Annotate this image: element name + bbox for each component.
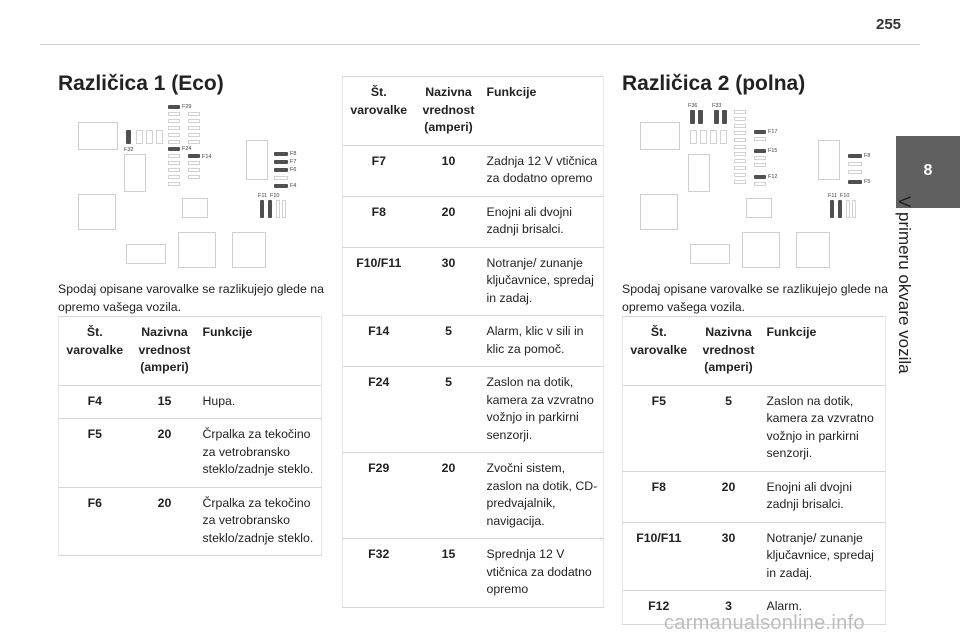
fuse-function: Zvočni sistem, zaslon na dotik, CD-predvajalnik, navigacija. [483, 453, 604, 539]
fuse-label: F12 [768, 174, 778, 180]
fuse-function: Notranje/ zunanje ključavnice, spredaj in zadaj. [483, 247, 604, 316]
header-rating: Nazivna vrednost (amperi) [695, 317, 763, 386]
fuse-number: F8 [623, 471, 695, 522]
fuse-label: F6 [290, 167, 297, 173]
fuse-function: Črpalka za tekočino za vetrobransko steklo/zadnje steklo. [199, 419, 322, 488]
fuse-label: F15 [768, 148, 778, 154]
fuse-function: Hupa. [199, 385, 322, 419]
fuse-table-variant2 [622, 316, 886, 625]
page-number: 255 [876, 16, 902, 33]
variant1-title: Različica 1 (Eco) [58, 72, 224, 95]
fuse-number: F6 [59, 487, 131, 556]
header-number: Št. varovalke [59, 317, 131, 386]
fuse-number: F10/F11 [623, 522, 695, 591]
fuse-number: F5 [59, 419, 131, 488]
table-row [59, 419, 322, 488]
fuse-table-variant1-part1 [58, 316, 322, 556]
fuse-function: Enojni ali dvojni zadnji brisalci. [763, 471, 886, 522]
fuse-amps: 15 [131, 385, 199, 419]
fuse-label: F33 [712, 103, 722, 109]
fuse-amps: 5 [695, 385, 763, 471]
fuse-label: F4 [290, 183, 297, 189]
watermark: carmanualsonline.info [664, 612, 865, 634]
fuse-label: F14 [202, 154, 212, 160]
header-function: Funkcije [483, 77, 604, 146]
fuse-amps: 20 [131, 487, 199, 556]
table-row [623, 522, 886, 591]
fuse-amps: 30 [695, 522, 763, 591]
fuse-box-diagram-variant1 [70, 100, 310, 270]
fuse-number: F10/F11 [343, 247, 415, 316]
table-row [343, 196, 604, 247]
fuse-amps: 20 [131, 419, 199, 488]
fuse-label: F8 [864, 153, 871, 159]
header-rating: Nazivna vrednost (amperi) [415, 77, 483, 146]
fuse-table-variant1-part2 [342, 76, 604, 608]
fuse-number: F14 [343, 316, 415, 367]
fuse-function: Zaslon na dotik, kamera za vzvratno vožnjo in parkirni senzorji. [763, 385, 886, 471]
table-row [343, 539, 604, 608]
header-number: Št. varovalke [343, 77, 415, 146]
fuse-function: Zadnja 12 V vtičnica za dodatno opremo [483, 145, 604, 196]
fuse-amps: 20 [695, 471, 763, 522]
fuse-label: F17 [768, 129, 778, 135]
table-row [343, 367, 604, 453]
fuse-function: Črpalka za tekočino za vetrobransko steklo/zadnje steklo. [199, 487, 322, 556]
fuse-label: F10 [270, 193, 280, 199]
table-row [343, 247, 604, 316]
fuse-amps: 5 [415, 367, 483, 453]
table-row [343, 316, 604, 367]
fuse-label: F24 [182, 146, 192, 152]
fuse-number: F32 [343, 539, 415, 608]
chapter-title: V primeru okvare vozila [895, 196, 914, 374]
table-row [623, 385, 886, 471]
table-row [343, 453, 604, 539]
fuse-amps: 30 [415, 247, 483, 316]
fuse-amps: 20 [415, 196, 483, 247]
fuse-amps: 5 [415, 316, 483, 367]
fuse-function: Alarm. [763, 591, 886, 625]
variant1-intro: Spodaj opisane varovalke se razlikujejo glede na opremo vašega vozila. [58, 282, 324, 314]
fuse-box-diagram-variant2 [634, 100, 874, 270]
fuse-amps: 3 [695, 591, 763, 625]
table-row [623, 471, 886, 522]
table-row [59, 487, 322, 556]
fuse-amps: 20 [415, 453, 483, 539]
fuse-number: F29 [343, 453, 415, 539]
fuse-label: F32 [124, 147, 134, 153]
header-rating: Nazivna vrednost (amperi) [131, 317, 199, 386]
fuse-label: F11 [258, 193, 268, 199]
header-function: Funkcije [763, 317, 886, 386]
fuse-label: F7 [290, 159, 297, 165]
table-row [343, 145, 604, 196]
fuse-number: F4 [59, 385, 131, 419]
fuse-label: F5 [864, 179, 871, 185]
chapter-number: 8 [923, 162, 933, 179]
variant2-title: Različica 2 (polna) [622, 72, 806, 95]
fuse-function: Zaslon na dotik, kamera za vzvratno vožnjo in parkirni senzorji. [483, 367, 604, 453]
fuse-function: Enojni ali dvojni zadnji brisalci. [483, 196, 604, 247]
fuse-number: F12 [623, 591, 695, 625]
header-function: Funkcije [199, 317, 322, 386]
fuse-label: F8 [290, 151, 297, 157]
fuse-label: F10 [840, 193, 850, 199]
fuse-function: Sprednja 12 V vtičnica za dodatno opremo [483, 539, 604, 608]
fuse-function: Alarm, klic v sili in klic za pomoč. [483, 316, 604, 367]
fuse-amps: 10 [415, 145, 483, 196]
fuse-number: F24 [343, 367, 415, 453]
header-divider [40, 44, 920, 45]
fuse-label: F11 [828, 193, 838, 199]
fuse-amps: 15 [415, 539, 483, 608]
fuse-number: F7 [343, 145, 415, 196]
fuse-label: F36 [688, 103, 698, 109]
variant2-intro: Spodaj opisane varovalke se razlikujejo glede na opremo vašega vozila. [622, 282, 888, 314]
fuse-number: F5 [623, 385, 695, 471]
fuse-function: Notranje/ zunanje ključavnice, spredaj in zadaj. [763, 522, 886, 591]
fuse-label: F29 [182, 104, 192, 110]
fuse-number: F8 [343, 196, 415, 247]
header-number: Št. varovalke [623, 317, 695, 386]
table-row [59, 385, 322, 419]
